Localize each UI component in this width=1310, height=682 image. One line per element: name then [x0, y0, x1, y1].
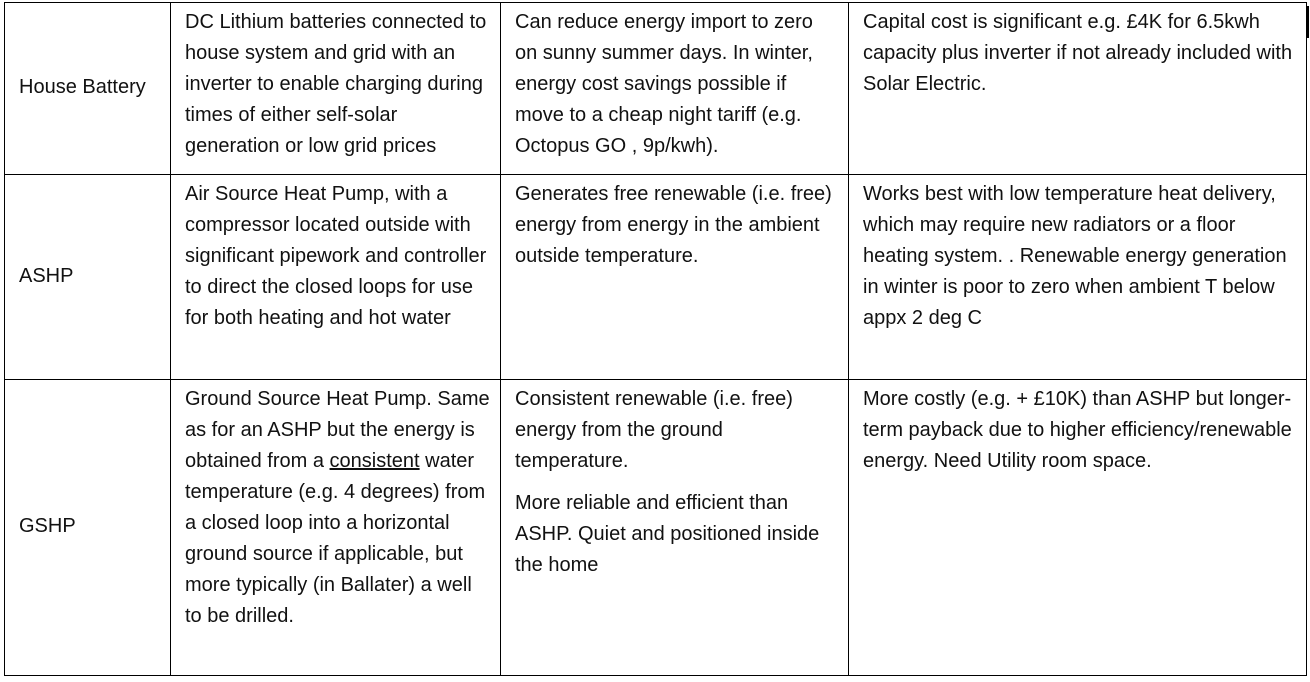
page-edge-divider — [1307, 6, 1309, 38]
table-row-ashp — [5, 175, 1307, 380]
description-cell — [171, 175, 501, 380]
description-text-start: Ground Source Heat Pump. Same as for an ASHP but the energy is obtained from a — [185, 388, 490, 472]
row-label: House Battery — [19, 76, 146, 98]
row-label-cell — [5, 380, 171, 676]
description-underlined-word: consistent — [329, 450, 420, 472]
description-text: DC Lithium batteries connected to house system and grid with an inverter to enable charging during times of either self-solar generation or low grid prices — [185, 11, 487, 157]
benefit-text: Generates free renewable (i.e. free) energy from energy in the ambient outside temperature. — [515, 183, 832, 267]
drawback-text: More costly (e.g. + £10K) than ASHP but longer-term payback due to higher efficiency/renewable energy. Need Utility room space. — [863, 388, 1292, 472]
drawback-cell — [849, 175, 1307, 380]
benefit-paragraph: Consistent renewable (i.e. free) energy from the ground temperature. — [515, 388, 793, 472]
row-label-cell — [5, 3, 171, 175]
heating-options-table — [4, 2, 1307, 676]
benefit-paragraph: More reliable and efficient than ASHP. Quiet and positioned inside the home — [515, 492, 820, 576]
benefit-cell — [501, 3, 849, 175]
table-row-house-battery — [5, 3, 1307, 175]
row-label-cell — [5, 175, 171, 380]
table-row-gshp — [5, 380, 1307, 676]
drawback-cell — [849, 3, 1307, 175]
benefit-text: Can reduce energy import to zero on sunny summer days. In winter, energy cost savings possible if move to a cheap night tariff (e.g. Octopus GO , 9p/kwh). — [515, 11, 813, 157]
row-label: ASHP — [19, 264, 74, 287]
row-label: GSHP — [19, 515, 76, 537]
benefit-cell — [501, 175, 849, 380]
drawback-text: Works best with low temperature heat delivery, which may require new radiators or a floor heating system. . Renewable energy generation in winter is poor to zero when ambient T below appx 2 deg C — [863, 183, 1287, 329]
description-text: Air Source Heat Pump, with a compressor located outside with significant pipework and controller to direct the closed loops for use for both heating and hot water — [185, 183, 487, 329]
drawback-text: Capital cost is significant e.g. £4K for 6.5kwh capacity plus inverter if not already included with Solar Electric. — [863, 11, 1293, 95]
description-cell — [171, 380, 501, 676]
description-text-end: water temperature (e.g. 4 degrees) from a closed loop into a horizontal ground source if applicable, but more typically (in Ballater) a well to be drilled. — [185, 450, 486, 627]
description-cell — [171, 3, 501, 175]
benefit-cell — [501, 380, 849, 676]
drawback-cell — [849, 380, 1307, 676]
